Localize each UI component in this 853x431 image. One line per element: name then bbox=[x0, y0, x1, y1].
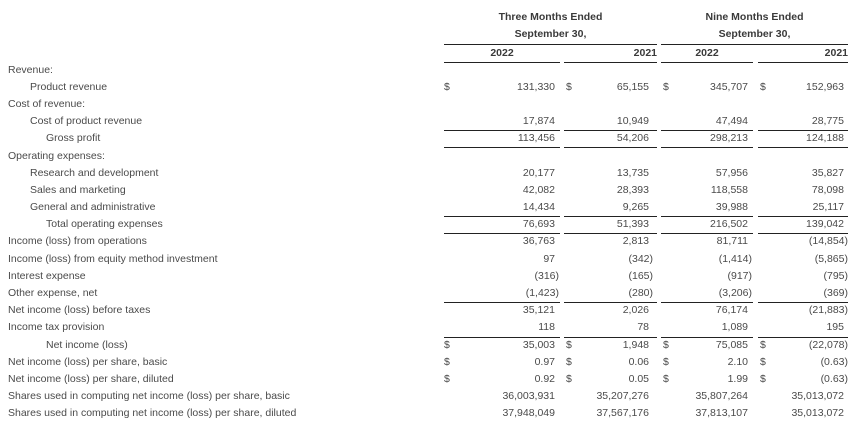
table-row bbox=[0, 130, 853, 147]
value-cell: 36,763 bbox=[522, 235, 555, 247]
table-row bbox=[0, 251, 853, 268]
value-cell: 216,502 bbox=[710, 218, 748, 230]
value-cell: (22,078) bbox=[808, 339, 848, 351]
value-cell: (917) bbox=[727, 270, 752, 282]
currency-symbol: $ bbox=[444, 81, 450, 93]
value-cell: 35,013,072 bbox=[791, 390, 844, 402]
value-cell: (795) bbox=[823, 270, 848, 282]
value-cell: 37,813,107 bbox=[695, 407, 748, 419]
value-cell: 152,963 bbox=[806, 81, 844, 93]
row-label: Income (loss) from equity method investment bbox=[8, 253, 218, 265]
table-row bbox=[0, 62, 853, 79]
table-row bbox=[0, 96, 853, 113]
row-label: Cost of revenue: bbox=[8, 98, 86, 110]
value-cell: 35,003 bbox=[522, 339, 555, 351]
value-cell: 2,026 bbox=[622, 304, 649, 316]
row-label: Income (loss) from operations bbox=[8, 235, 147, 247]
currency-symbol: $ bbox=[760, 356, 766, 368]
header-divider bbox=[444, 44, 657, 45]
value-cell: 139,042 bbox=[806, 218, 844, 230]
row-label: Cost of product revenue bbox=[30, 115, 143, 127]
currency-symbol: $ bbox=[566, 339, 572, 351]
currency-symbol: $ bbox=[760, 339, 766, 351]
value-cell: 36,003,931 bbox=[502, 390, 555, 402]
value-cell: 113,456 bbox=[517, 132, 555, 144]
value-cell: (0.63) bbox=[820, 356, 848, 368]
value-cell: (342) bbox=[628, 253, 653, 265]
value-cell: 35,827 bbox=[811, 167, 844, 179]
row-label: Sales and marketing bbox=[30, 184, 126, 196]
table-row bbox=[0, 216, 853, 233]
table-row bbox=[0, 319, 853, 336]
table-row bbox=[0, 388, 853, 405]
value-cell: 13,735 bbox=[616, 167, 649, 179]
value-cell: 57,956 bbox=[715, 167, 748, 179]
currency-symbol: $ bbox=[566, 81, 572, 93]
value-cell: 28,775 bbox=[811, 115, 844, 127]
value-cell: 0.06 bbox=[628, 356, 649, 368]
value-cell: 10,949 bbox=[616, 115, 649, 127]
row-label: Shares used in computing net income (loss) per share, diluted bbox=[8, 407, 297, 419]
value-cell: 0.92 bbox=[534, 373, 555, 385]
table-row bbox=[0, 354, 853, 371]
row-label: Gross profit bbox=[46, 132, 101, 144]
row-label: Net income (loss) bbox=[46, 339, 128, 351]
row-label: Total operating expenses bbox=[46, 218, 163, 230]
value-cell: 17,874 bbox=[522, 115, 555, 127]
row-label: Income tax provision bbox=[8, 321, 105, 333]
nine-months-header-subtitle: September 30, bbox=[718, 28, 791, 40]
currency-symbol: $ bbox=[566, 356, 572, 368]
value-cell: 118 bbox=[538, 321, 555, 333]
year-header-3m-2022: 2022 bbox=[490, 47, 514, 59]
header-divider bbox=[661, 44, 848, 45]
value-cell: 2,813 bbox=[622, 235, 649, 247]
table-row bbox=[0, 285, 853, 302]
value-cell: 345,707 bbox=[710, 81, 748, 93]
value-cell: (5,865) bbox=[814, 253, 848, 265]
value-cell: 35,013,072 bbox=[791, 407, 844, 419]
row-label: Research and development bbox=[30, 167, 159, 179]
value-cell: 35,807,264 bbox=[695, 390, 748, 402]
value-cell: 76,693 bbox=[522, 218, 555, 230]
currency-symbol: $ bbox=[663, 356, 669, 368]
value-cell: 97 bbox=[543, 253, 555, 265]
value-cell: (3,206) bbox=[718, 287, 752, 299]
year-header-9m-2021: 2021 bbox=[824, 47, 848, 59]
row-label: General and administrative bbox=[30, 201, 156, 213]
value-cell: 28,393 bbox=[616, 184, 649, 196]
row-label: Net income (loss) per share, basic bbox=[8, 356, 168, 368]
value-cell: 20,177 bbox=[522, 167, 555, 179]
value-cell: 37,948,049 bbox=[502, 407, 555, 419]
value-cell: 78,098 bbox=[811, 184, 844, 196]
table-row bbox=[0, 199, 853, 216]
value-cell: 25,117 bbox=[812, 201, 844, 213]
table-row bbox=[0, 148, 853, 165]
value-cell: 1,948 bbox=[622, 339, 649, 351]
row-label: Net income (loss) before taxes bbox=[8, 304, 151, 316]
table-row bbox=[0, 113, 853, 130]
value-cell: (14,854) bbox=[808, 235, 848, 247]
table-row bbox=[0, 337, 853, 354]
currency-symbol: $ bbox=[444, 339, 450, 351]
value-cell: (316) bbox=[534, 270, 559, 282]
table-row bbox=[0, 302, 853, 319]
value-cell: (165) bbox=[628, 270, 653, 282]
year-header-9m-2022: 2022 bbox=[695, 47, 719, 59]
table-row bbox=[0, 165, 853, 182]
value-cell: (1,423) bbox=[525, 287, 559, 299]
value-cell: 35,207,276 bbox=[596, 390, 649, 402]
value-cell: (1,414) bbox=[718, 253, 752, 265]
table-row bbox=[0, 371, 853, 388]
value-cell: 75,085 bbox=[715, 339, 748, 351]
value-cell: (0.63) bbox=[820, 373, 848, 385]
value-cell: 39,988 bbox=[715, 201, 748, 213]
three-months-header-subtitle: September 30, bbox=[514, 28, 587, 40]
value-cell: 65,155 bbox=[616, 81, 649, 93]
value-cell: 1.99 bbox=[727, 373, 748, 385]
row-label: Other expense, net bbox=[8, 287, 98, 299]
table-row bbox=[0, 182, 853, 199]
currency-symbol: $ bbox=[663, 339, 669, 351]
value-cell: 81,711 bbox=[716, 235, 748, 247]
value-cell: 195 bbox=[826, 321, 844, 333]
value-cell: 35,121 bbox=[522, 304, 555, 316]
value-cell: 131,330 bbox=[517, 81, 555, 93]
row-label: Net income (loss) per share, diluted bbox=[8, 373, 174, 385]
three-months-header-title: Three Months Ended bbox=[498, 11, 603, 23]
currency-symbol: $ bbox=[444, 356, 450, 368]
value-cell: 54,206 bbox=[616, 132, 649, 144]
value-cell: 118,558 bbox=[710, 184, 748, 196]
value-cell: (369) bbox=[823, 287, 848, 299]
nine-months-header-title: Nine Months Ended bbox=[705, 11, 804, 23]
table-row bbox=[0, 79, 853, 96]
row-label: Shares used in computing net income (loss) per share, basic bbox=[8, 390, 290, 402]
value-cell: 76,174 bbox=[715, 304, 748, 316]
value-cell: 9,265 bbox=[622, 201, 649, 213]
value-cell: 78 bbox=[637, 321, 649, 333]
row-label: Operating expenses: bbox=[8, 150, 105, 162]
value-cell: 1,089 bbox=[721, 321, 748, 333]
currency-symbol: $ bbox=[566, 373, 572, 385]
value-cell: 0.05 bbox=[628, 373, 649, 385]
value-cell: (21,883) bbox=[808, 304, 848, 316]
value-cell: 0.97 bbox=[534, 356, 555, 368]
value-cell: 2.10 bbox=[727, 356, 748, 368]
currency-symbol: $ bbox=[760, 373, 766, 385]
value-cell: (280) bbox=[628, 287, 653, 299]
value-cell: 51,393 bbox=[616, 218, 649, 230]
row-label: Product revenue bbox=[30, 81, 108, 93]
table-row bbox=[0, 268, 853, 285]
currency-symbol: $ bbox=[663, 373, 669, 385]
currency-symbol: $ bbox=[663, 81, 669, 93]
value-cell: 124,188 bbox=[806, 132, 844, 144]
currency-symbol: $ bbox=[444, 373, 450, 385]
row-label: Interest expense bbox=[8, 270, 86, 282]
year-header-3m-2021: 2021 bbox=[633, 47, 657, 59]
value-cell: 14,434 bbox=[522, 201, 555, 213]
value-cell: 298,213 bbox=[710, 132, 748, 144]
value-cell: 42,082 bbox=[522, 184, 555, 196]
value-cell: 37,567,176 bbox=[596, 407, 649, 419]
row-label: Revenue: bbox=[8, 64, 53, 76]
table-row bbox=[0, 233, 853, 250]
currency-symbol: $ bbox=[760, 81, 766, 93]
table-row bbox=[0, 405, 853, 422]
value-cell: 47,494 bbox=[715, 115, 748, 127]
